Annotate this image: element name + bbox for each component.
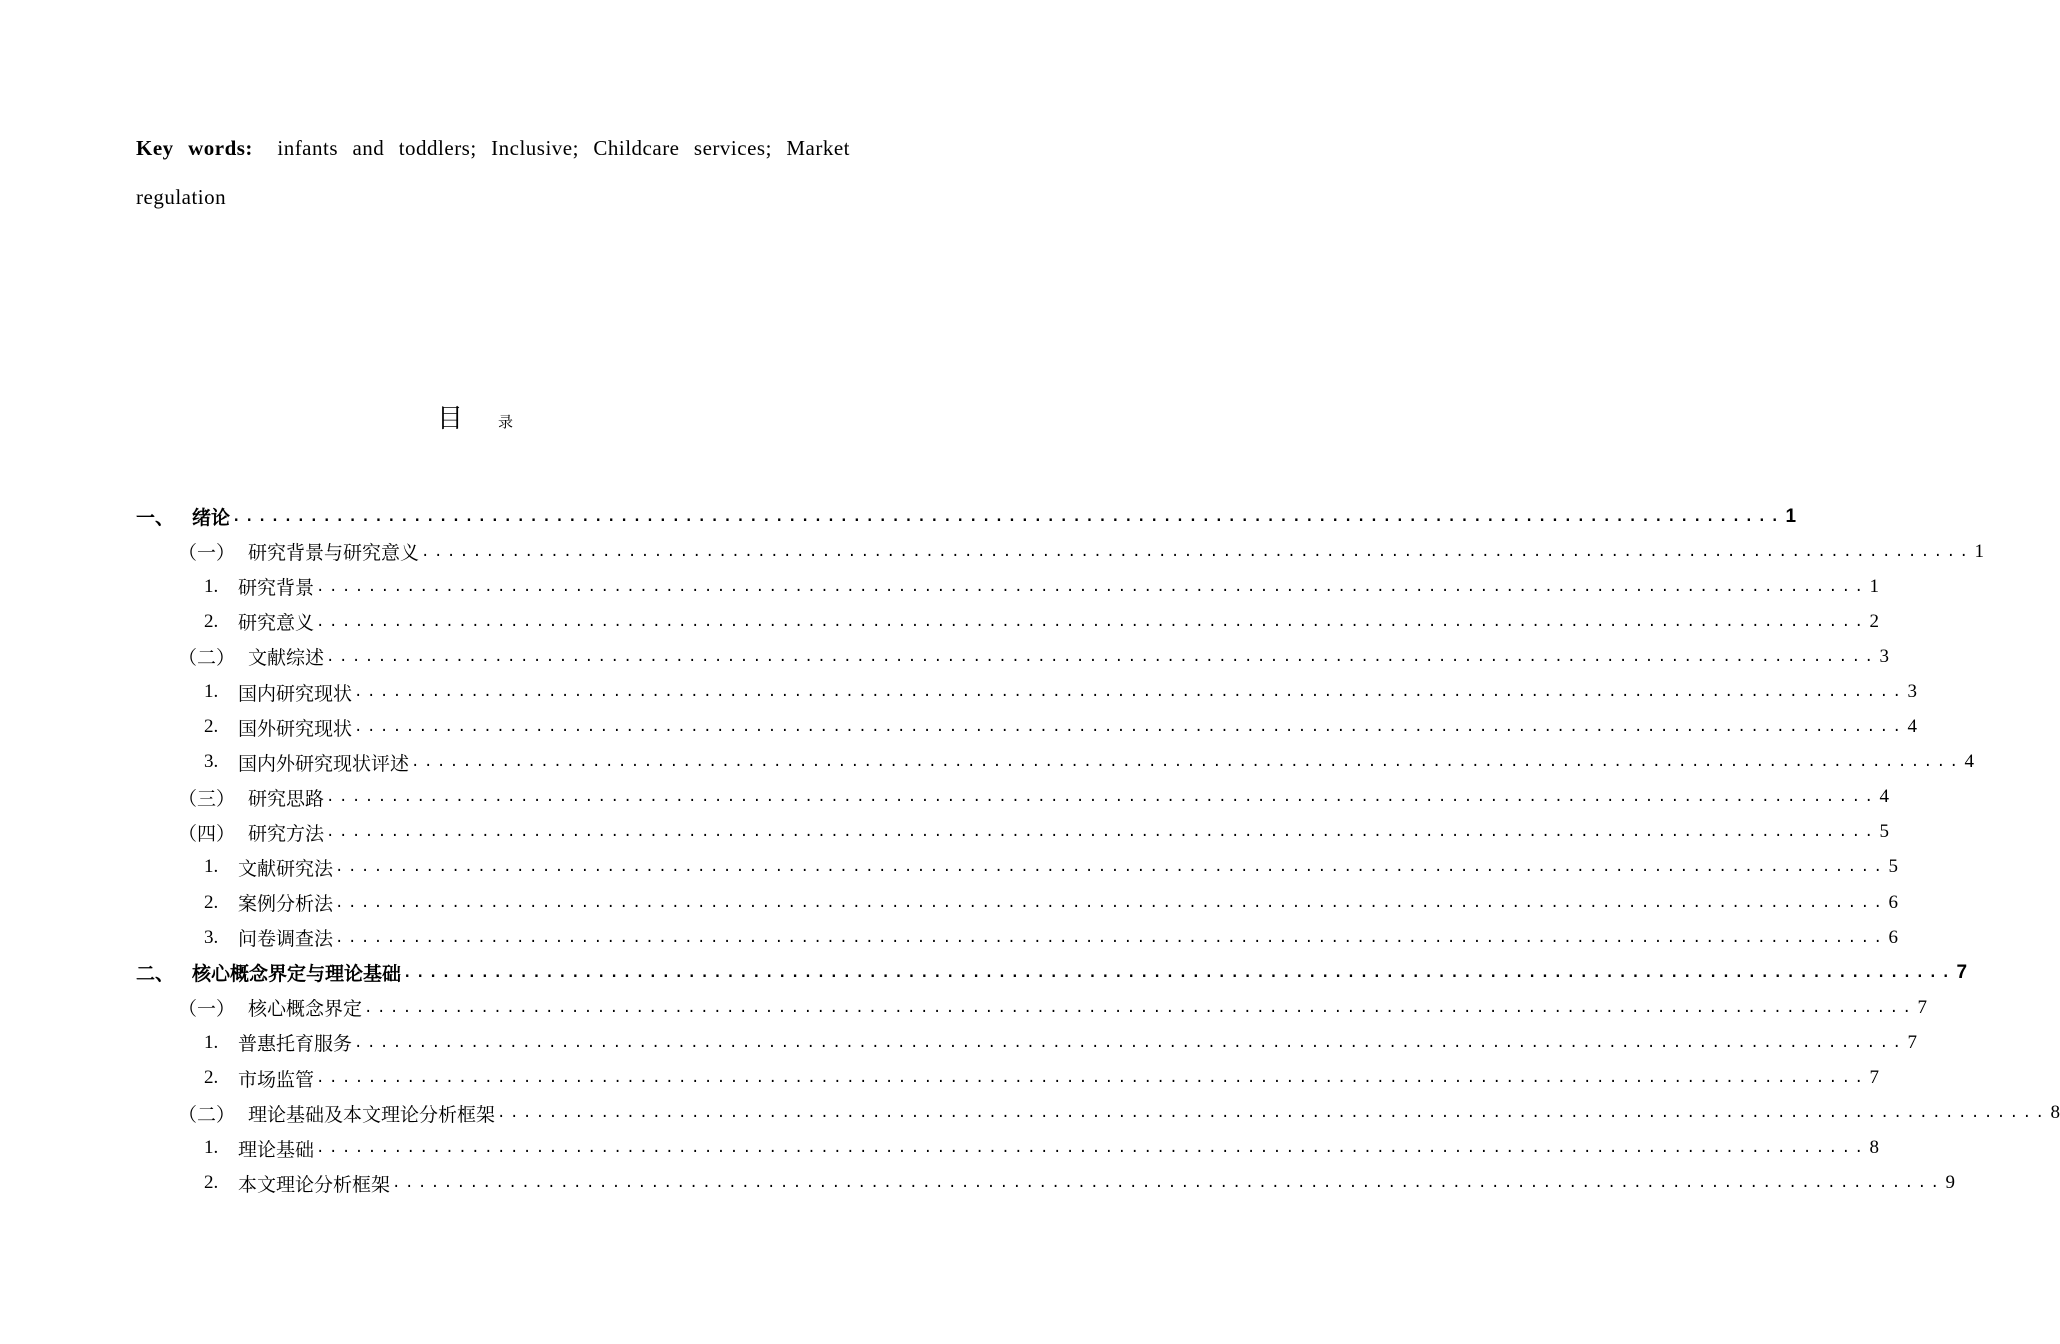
toc-entry-number: （三） xyxy=(178,787,236,810)
toc-entry[interactable] xyxy=(136,850,1898,885)
toc-dot-leader: ........................................................................................................................ xyxy=(421,543,1973,560)
toc-entry-number: 3. xyxy=(204,751,219,773)
toc-dot-leader: ........................................................................................................................ xyxy=(392,1175,1944,1192)
toc-entry-title: 研究背景 xyxy=(238,577,315,600)
toc-entry-page: 1 xyxy=(1785,505,1797,527)
toc-dot-leader: ........................................................................................................................ xyxy=(326,824,1878,841)
toc-title-secondary: 录 xyxy=(498,413,514,431)
toc-entry-number: 2. xyxy=(204,891,219,913)
toc-entry[interactable] xyxy=(136,674,1917,709)
toc-entry-title: 研究方法 xyxy=(248,822,325,845)
keywords-paragraph xyxy=(136,124,850,222)
toc-entry-title: 理论基础 xyxy=(238,1138,315,1161)
toc-entry-page: 4 xyxy=(1907,716,1917,738)
toc-dot-leader: ........................................................................................................................ xyxy=(335,929,1887,946)
toc-entry[interactable] xyxy=(136,990,1927,1025)
toc-entry[interactable] xyxy=(136,1025,1917,1060)
toc-entry-page: 1 xyxy=(1974,540,1984,562)
toc-entry-number: 二、 xyxy=(136,963,175,986)
toc-entry-number: 1. xyxy=(204,575,219,597)
toc-dot-leader: ........................................................................................................................ xyxy=(316,1070,1868,1087)
toc-entry-number: （一） xyxy=(178,998,236,1021)
toc-entry-title: 问卷调查法 xyxy=(238,928,334,951)
toc-dot-leader: ........................................................................................................................ xyxy=(316,613,1868,630)
toc-entry-page: 5 xyxy=(1888,856,1898,878)
toc-dot-leader: ........................................................................................................................ xyxy=(403,964,1955,981)
toc-entry-title: 研究思路 xyxy=(248,787,325,810)
toc-entry[interactable] xyxy=(136,1096,2060,1131)
toc-entry-title: 研究意义 xyxy=(238,612,315,635)
toc-entry-number: （二） xyxy=(178,1103,236,1126)
toc-entry-title: 研究背景与研究意义 xyxy=(248,542,420,565)
toc-entry-page: 2 xyxy=(1869,610,1879,632)
toc-entry-page: 5 xyxy=(1879,821,1889,843)
toc-entry[interactable] xyxy=(136,955,1968,990)
toc-entry-page: 9 xyxy=(1945,1172,1955,1194)
toc-entry[interactable] xyxy=(136,745,1974,780)
toc-entry-title: 文献综述 xyxy=(248,647,325,670)
table-of-contents xyxy=(136,499,2060,1201)
toc-entry-number: 1. xyxy=(204,856,219,878)
toc-dot-leader: ........................................................................................................................ xyxy=(326,648,1878,665)
toc-entry[interactable] xyxy=(136,569,1879,604)
toc-entry-page: 8 xyxy=(1869,1137,1879,1159)
toc-entry[interactable] xyxy=(136,1061,1879,1096)
toc-entry-page: 6 xyxy=(1888,891,1898,913)
keywords-text: infants and toddlers; Inclusive; Childcare services; Market regulation xyxy=(136,136,850,209)
toc-entry-title: 本文理论分析框架 xyxy=(238,1173,391,1196)
toc-dot-leader: ........................................................................................................................ xyxy=(316,578,1868,595)
toc-dot-leader: ........................................................................................................................ xyxy=(335,859,1887,876)
toc-dot-leader: ........................................................................................................................ xyxy=(232,508,1784,525)
toc-entry-number: （二） xyxy=(178,647,236,670)
toc-dot-leader: ........................................................................................................................ xyxy=(497,1105,2049,1122)
toc-entry-number: 3. xyxy=(204,926,219,948)
toc-dot-leader: ........................................................................................................................ xyxy=(364,999,1916,1016)
toc-entry-title: 文献研究法 xyxy=(238,857,334,880)
toc-entry[interactable] xyxy=(136,710,1917,745)
toc-entry-number: （一） xyxy=(178,542,236,565)
toc-entry[interactable] xyxy=(136,604,1879,639)
toc-dot-leader: ........................................................................................................................ xyxy=(316,1140,1868,1157)
keywords-label: Key words: xyxy=(136,136,253,160)
toc-dot-leader: ........................................................................................................................ xyxy=(354,684,1906,701)
toc-entry-page: 7 xyxy=(1917,996,1927,1018)
toc-entry-number: 2. xyxy=(204,716,219,738)
toc-entry-title: 普惠托育服务 xyxy=(238,1033,353,1056)
toc-entry[interactable] xyxy=(136,1166,1955,1201)
toc-entry-title: 国内研究现状 xyxy=(238,682,353,705)
toc-entry-title: 国内外研究现状评述 xyxy=(238,752,410,775)
toc-title xyxy=(0,398,950,435)
toc-entry-page: 7 xyxy=(1869,1067,1879,1089)
toc-dot-leader: ........................................................................................................................ xyxy=(326,789,1878,806)
toc-entry-number: （四） xyxy=(178,822,236,845)
toc-entry[interactable] xyxy=(136,534,1984,569)
toc-entry-number: 一、 xyxy=(136,507,175,530)
toc-entry[interactable] xyxy=(136,1131,1879,1166)
toc-entry-page: 3 xyxy=(1907,681,1917,703)
toc-entry[interactable] xyxy=(136,780,1889,815)
toc-entry-page: 4 xyxy=(1964,751,1974,773)
toc-dot-leader: ........................................................................................................................ xyxy=(354,719,1906,736)
toc-entry-number: 2. xyxy=(204,1067,219,1089)
toc-entry[interactable] xyxy=(136,499,1797,534)
toc-title-main: 目 xyxy=(436,404,463,434)
toc-entry-number: 2. xyxy=(204,610,219,632)
toc-entry-page: 7 xyxy=(1907,1031,1917,1053)
toc-entry[interactable] xyxy=(136,815,1889,850)
toc-entry-page: 7 xyxy=(1956,961,1968,983)
toc-entry-title: 市场监管 xyxy=(238,1068,315,1091)
toc-dot-leader: ........................................................................................................................ xyxy=(411,754,1963,771)
toc-entry-page: 6 xyxy=(1888,926,1898,948)
toc-entry-title: 核心概念界定与理论基础 xyxy=(192,963,402,986)
toc-dot-leader: ........................................................................................................................ xyxy=(354,1034,1906,1051)
toc-entry-title: 绪论 xyxy=(192,507,231,530)
toc-entry[interactable] xyxy=(136,920,1898,955)
toc-entry-number: 2. xyxy=(204,1172,219,1194)
toc-entry-page: 4 xyxy=(1879,786,1889,808)
toc-entry-page: 3 xyxy=(1879,645,1889,667)
toc-entry-number: 1. xyxy=(204,1031,219,1053)
toc-entry-title: 核心概念界定 xyxy=(248,998,363,1021)
toc-dot-leader: ........................................................................................................................ xyxy=(335,894,1887,911)
toc-entry[interactable] xyxy=(136,639,1889,674)
toc-entry-title: 案例分析法 xyxy=(238,893,334,916)
toc-entry-page: 1 xyxy=(1869,575,1879,597)
toc-entry-number: 1. xyxy=(204,1137,219,1159)
toc-entry[interactable] xyxy=(136,885,1898,920)
toc-entry-number: 1. xyxy=(204,681,219,703)
toc-entry-page: 8 xyxy=(2050,1102,2060,1124)
toc-entry-title: 理论基础及本文理论分析框架 xyxy=(248,1103,496,1126)
toc-entry-title: 国外研究现状 xyxy=(238,717,353,740)
